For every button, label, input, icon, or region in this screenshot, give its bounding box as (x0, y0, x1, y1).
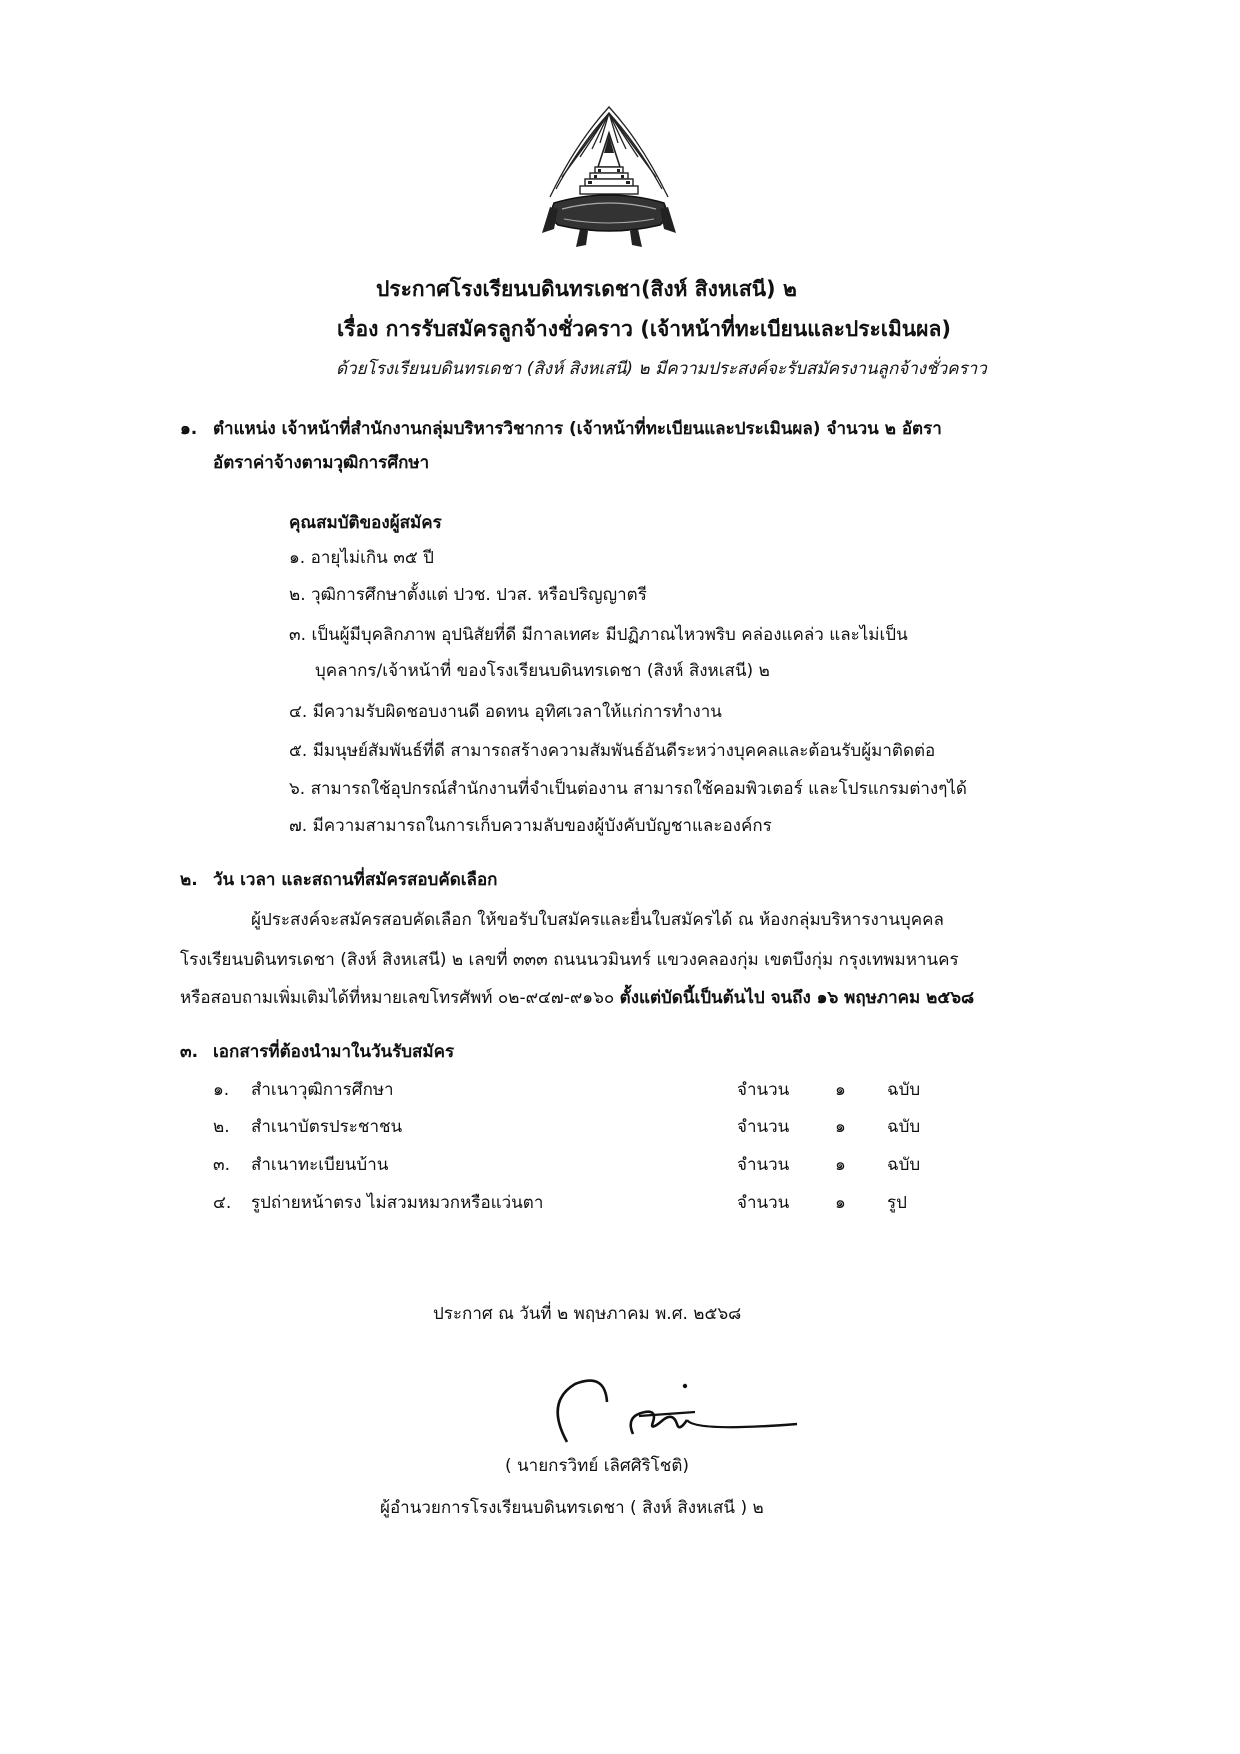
section1-number: ๑. (180, 419, 198, 439)
announcement-page: ประกาศโรงเรียนบดินทรเดชา(สิงห์ สิงหเสนี) ๒ เรื่อง การรับสมัครลูกจ้างชั่วคราว (เจ้าหน้าที่ทะเบียนและประเมินผล) ด้วยโรงเรียนบดินทรเดชา (สิงห์ สิงหเสนี) ๒ มีความประสงค์จะรับสมัครงานลูกจ้างชั่วคราว ๑. ตำแหน่ง เจ้าหน้าที่สำนักงานกลุ่มบริหารวิชาการ (เจ้าหน้าที่ทะเบียนและประเมินผล) จำนวน ๒ อัตรา อัตราค่าจ้างตามวุฒิการศึกษา คุณสมบัติของผู้สมัคร ๑. อายุไม่เกิน ๓๕ ปี ๒. วุฒิการศึกษาตั้งแต่ ปวช. ปวส. หรือปริญญาตรี ๓. เป็นผู้มีบุคลิกภาพ อุปนิสัยที่ดี มีกาลเทศะ มีปฏิภาณไหวพริบ คล่องแคล่ว และไม่เป็น บุคลากร/เจ้าหน้าที่ ของโรงเรียนบดินทรเดชา (สิงห์ สิงหเสนี) ๒ ๔. มีความรับผิดชอบงานดี อดทน อุทิศเวลาให้แก่การทำงาน ๕. มีมนุษย์สัมพันธ์ที่ดี สามารถสร้างความสัมพันธ์อันดีระหว่างบุคคลและต้อนรับผู้มาติดต่อ ๖. สามารถใช้อุปกรณ์สำนักงานที่จำเป็นต่องาน สามารถใช้คอมพิวเตอร์ และโปรแกรมต่างๆได้ ๗. มีความสามารถในการเก็บความลับของผู้บังคับบัญชาและองค์กร ๒. วัน เวลา และสถานที่สมัครสอบคัดเลือก ผู้ประสงค์จะสมัครสอบคัดเลือก ให้ขอรับใบสมัครและยื่นใบสมัครได้ ณ ห้องกลุ่มบริหารงานบุคคล โรงเรียนบดินทรเดชา (สิงห์ สิงหเสนี) ๒ เลขที่ ๓๓๓ ถนนนวมินทร์ แขวงคลองกุ่ม เขตบึงกุ่ม กรุงเทพมหานคร หรือสอบถามเพิ่มเติมได้ที่หมายเลขโทรศัพท์ ๐๒-๙๔๗-๙๑๖๐ ตั้งแต่บัดนี้เป็นต้นไป จนถึง ๑๖ พฤษภาคม ๒๕๖๘ ๓. เอกสารที่ต้องนำมาในวันรับสมัคร ๑. สำเนาวุฒิการศึกษา จำนวน ๑ ฉบับ ๒. สำเนาบัตรประชาชน จำนวน ๑ ฉบับ ๓. สำเนาทะเบียนบ้าน จำนวน ๑ ฉบับ ๔. รูปถ่ายหน้าตรง ไม่สวมหมวกหรือแว่นตา จำนวน ๑ รูป ประกาศ ณ วันที่ ๒ พฤษภาคม พ.ศ. ๒๕๖๘ ( นายกรวิทย์ เลิศศิริโชติ) ผู้อำนวยการโรงเรียนบดินทรเดชา ( สิงห์ สิงหเสนี ) ๒ (0, 0, 1240, 1754)
announcement-subject: เรื่อง การรับสมัครลูกจ้างชั่วคราว (เจ้าหน้าที่ทะเบียนและประเมินผล) (337, 317, 951, 341)
list-item: ๖. สามารถใช้อุปกรณ์สำนักงานที่จำเป็นต่องาน สามารถใช้คอมพิวเตอร์ และโปรแกรมต่างๆได้ (289, 779, 967, 799)
signer-name: ( นายกรวิทย์ เลิศศิริโชติ) (505, 1456, 689, 1476)
announcement-intro: ด้วยโรงเรียนบดินทรเดชา (สิงห์ สิงหเสนี) ๒ มีความประสงค์จะรับสมัครงานลูกจ้างชั่วคราว (336, 359, 987, 379)
signature-icon (545, 1372, 805, 1452)
section2-line3: หรือสอบถามเพิ่มเติมได้ที่หมายเลขโทรศัพท์ ๐๒-๙๔๗-๙๑๖๐ ตั้งแต่บัดนี้เป็นต้นไป จนถึง ๑๖ พฤษภาคม ๒๕๖๘ (180, 988, 975, 1008)
section2-number: ๒. (180, 870, 198, 890)
section1-position: ตำแหน่ง เจ้าหน้าที่สำนักงานกลุ่มบริหารวิชาการ (เจ้าหน้าที่ทะเบียนและประเมินผล) จำนวน ๒ อัตรา (213, 419, 942, 439)
list-item: ๕. มีมนุษย์สัมพันธ์ที่ดี สามารถสร้างความสัมพันธ์อันดีระหว่างบุคคลและต้อนรับผู้มาติดต่อ (289, 741, 936, 761)
section2-line2: โรงเรียนบดินทรเดชา (สิงห์ สิงหเสนี) ๒ เลขที่ ๓๓๓ ถนนนวมินทร์ แขวงคลองกุ่ม เขตบึงกุ่ม กรุงเทพมหานคร (180, 950, 959, 970)
announce-date: ประกาศ ณ วันที่ ๒ พฤษภาคม พ.ศ. ๒๕๖๘ (433, 1304, 742, 1324)
list-item: ๒. วุฒิการศึกษาตั้งแต่ ปวช. ปวส. หรือปริญญาตรี (289, 585, 647, 605)
school-crest-icon (540, 105, 678, 255)
section2-line1: ผู้ประสงค์จะสมัครสอบคัดเลือก ให้ขอรับใบสมัครและยื่นใบสมัครได้ ณ ห้องกลุ่มบริหารงานบุคคล (251, 910, 944, 930)
deadline-text: ตั้งแต่บัดนี้เป็นต้นไป จนถึง ๑๖ พฤษภาคม ๒๕๖๘ (619, 988, 975, 1008)
list-item: บุคลากร/เจ้าหน้าที่ ของโรงเรียนบดินทรเดชา (สิงห์ สิงหเสนี) ๒ (315, 661, 770, 681)
list-item: ๓. เป็นผู้มีบุคลิกภาพ อุปนิสัยที่ดี มีกาลเทศะ มีปฏิภาณไหวพริบ คล่องแคล่ว และไม่เป็น (289, 625, 908, 645)
section3-number: ๓. (180, 1042, 199, 1062)
signer-title: ผู้อำนวยการโรงเรียนบดินทรเดชา ( สิงห์ สิงหเสนี ) ๒ (380, 1498, 764, 1518)
list-item: ๔. มีความรับผิดชอบงานดี อดทน อุทิศเวลาให้แก่การทำงาน (289, 702, 722, 722)
announcement-title: ประกาศโรงเรียนบดินทรเดชา(สิงห์ สิงหเสนี) ๒ (376, 277, 797, 301)
section1-salary: อัตราค่าจ้างตามวุฒิการศึกษา (213, 453, 430, 473)
list-item: ๗. มีความสามารถในการเก็บความลับของผู้บังคับบัญชาและองค์กร (289, 816, 772, 836)
section3-heading: เอกสารที่ต้องนำมาในวันรับสมัคร (213, 1042, 455, 1062)
qualifications-heading: คุณสมบัติของผู้สมัคร (289, 513, 442, 533)
section2-heading: วัน เวลา และสถานที่สมัครสอบคัดเลือก (213, 870, 498, 890)
list-item: ๑. อายุไม่เกิน ๓๕ ปี (289, 548, 434, 568)
